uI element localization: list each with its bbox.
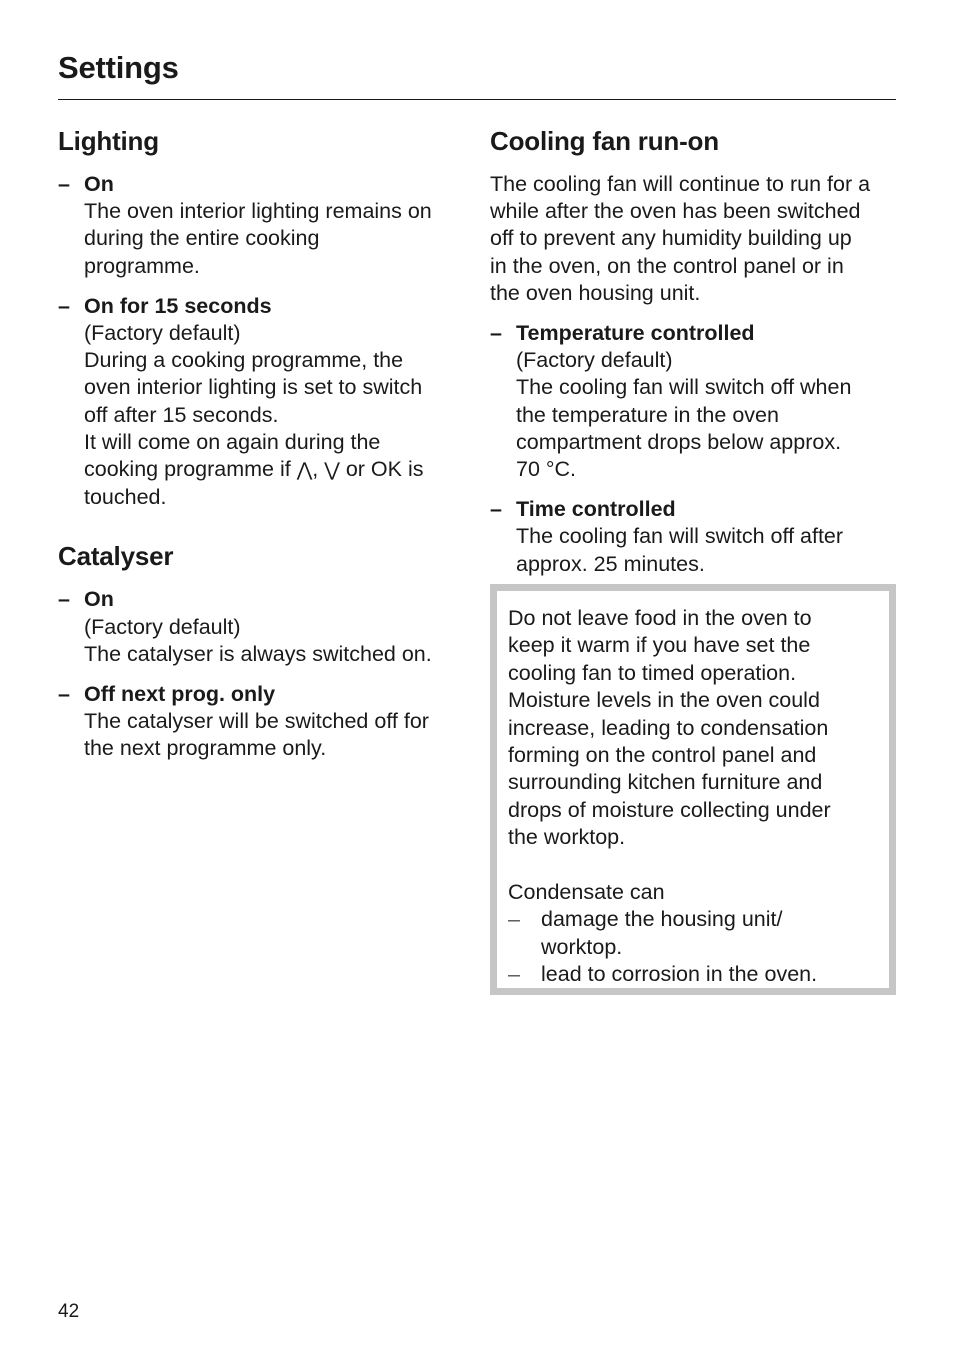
catalyser-on-text: The catalyser is always switched on. bbox=[84, 641, 432, 666]
lighting-on15-item bbox=[58, 293, 458, 512]
dash-bullet: – bbox=[58, 682, 70, 707]
lighting-on15-text: cooking programme if bbox=[84, 457, 297, 482]
condensate-intro: Condensate can bbox=[508, 880, 665, 905]
dash-bullet: – bbox=[58, 172, 70, 196]
warning-line: drops of moisture collecting under bbox=[508, 797, 831, 822]
cooling-intro-line: while after the oven has been switched bbox=[490, 199, 861, 224]
catalyser-heading: Catalyser bbox=[58, 541, 174, 572]
warning-text bbox=[508, 605, 879, 852]
cooling-time-text: approx. 25 minutes. bbox=[516, 551, 705, 576]
catalyser-on-item bbox=[58, 586, 458, 668]
cooling-intro-line: in the oven, on the control panel or in bbox=[490, 253, 844, 278]
warning-list-text: damage the housing unit/ bbox=[541, 907, 783, 932]
warning-list-item bbox=[508, 906, 879, 961]
left-column bbox=[58, 122, 458, 776]
lighting-on-text: programme. bbox=[84, 253, 200, 278]
lighting-on-item bbox=[58, 171, 458, 280]
cooling-temp-text: the temperature in the oven bbox=[516, 402, 779, 427]
cooling-time-text: The cooling fan will switch off after bbox=[516, 524, 844, 549]
warning-line: forming on the control panel and bbox=[508, 743, 817, 768]
dash-bullet: – bbox=[508, 962, 520, 987]
lighting-section bbox=[58, 122, 458, 511]
warning-list-item bbox=[508, 961, 879, 988]
warning-line: increase, leading to condensation bbox=[508, 715, 829, 740]
lighting-on15-text-with-icons bbox=[84, 456, 458, 484]
lighting-on15-text: oven interior lighting is set to switch bbox=[84, 375, 423, 400]
lighting-on15-text: off after 15 seconds. bbox=[84, 402, 279, 427]
catalyser-off-label: Off next prog. only bbox=[84, 682, 276, 707]
lighting-on15-text: or OK is bbox=[339, 457, 424, 482]
arrow-down-icon: ⋁ bbox=[324, 459, 340, 482]
lighting-on15-text: (Factory default) bbox=[84, 321, 241, 346]
warning-list-text: lead to corrosion in the oven. bbox=[541, 962, 818, 987]
lighting-on15-text: touched. bbox=[84, 485, 167, 510]
warning-line: cooling fan to timed operation. bbox=[508, 660, 797, 685]
paragraph-gap bbox=[508, 852, 879, 879]
cooling-intro-line: off to prevent any humidity building up bbox=[490, 226, 852, 251]
cooling-temp-text: The cooling fan will switch off when bbox=[516, 375, 852, 400]
lighting-on15-label: On for 15 seconds bbox=[84, 293, 272, 318]
cooling-intro-line: The cooling fan will continue to run for a bbox=[490, 172, 871, 196]
lighting-heading: Lighting bbox=[58, 126, 159, 156]
title-divider bbox=[58, 99, 896, 100]
arrow-up-icon: ⋀ bbox=[296, 459, 313, 482]
cooling-heading: Cooling fan run-on bbox=[490, 126, 719, 156]
cooling-time-item bbox=[490, 496, 896, 578]
dash-bullet: – bbox=[508, 907, 520, 932]
dash-bullet: – bbox=[58, 293, 70, 318]
warning-list-text: worktop. bbox=[541, 934, 623, 959]
catalyser-off-text: The catalyser will be switched off for bbox=[84, 709, 429, 734]
dash-bullet: – bbox=[58, 587, 70, 612]
catalyser-off-text: the next programme only. bbox=[84, 736, 327, 761]
cooling-temp-text: compartment drops below approx. bbox=[516, 429, 842, 454]
cooling-temp-text: 70 °C. bbox=[516, 457, 576, 482]
lighting-on15-text: During a cooking programme, the bbox=[84, 348, 404, 373]
separator-text: , bbox=[312, 457, 325, 482]
page-number: 42 bbox=[58, 1301, 80, 1322]
lighting-on-text: during the entire cooking bbox=[84, 226, 320, 251]
catalyser-off-item bbox=[58, 681, 458, 763]
right-column bbox=[490, 122, 896, 591]
dash-bullet: – bbox=[490, 321, 502, 346]
cooling-intro bbox=[490, 171, 896, 307]
warning-line: Do not leave food in the oven to bbox=[508, 606, 812, 630]
catalyser-on-text: (Factory default) bbox=[84, 614, 241, 639]
lighting-on15-text: It will come on again during the bbox=[84, 429, 381, 454]
warning-line: Moisture levels in the oven could bbox=[508, 688, 820, 713]
lighting-on-label: On bbox=[84, 172, 114, 196]
cooling-intro-line: the oven housing unit. bbox=[490, 280, 701, 305]
warning-line: surrounding kitchen furniture and bbox=[508, 770, 823, 795]
lighting-on-text: The oven interior lighting remains on bbox=[84, 199, 432, 224]
catalyser-section bbox=[58, 537, 458, 762]
cooling-temp-item bbox=[490, 320, 896, 483]
warning-line: the worktop. bbox=[508, 825, 626, 850]
dash-bullet: – bbox=[490, 497, 502, 522]
warning-box bbox=[490, 584, 896, 995]
catalyser-on-label: On bbox=[84, 587, 114, 612]
page-title: Settings bbox=[58, 50, 179, 85]
cooling-section bbox=[490, 122, 896, 578]
cooling-temp-label: Temperature controlled bbox=[516, 321, 755, 346]
cooling-temp-text: (Factory default) bbox=[516, 348, 673, 373]
warning-line: keep it warm if you have set the bbox=[508, 633, 811, 658]
cooling-time-label: Time controlled bbox=[516, 497, 676, 522]
